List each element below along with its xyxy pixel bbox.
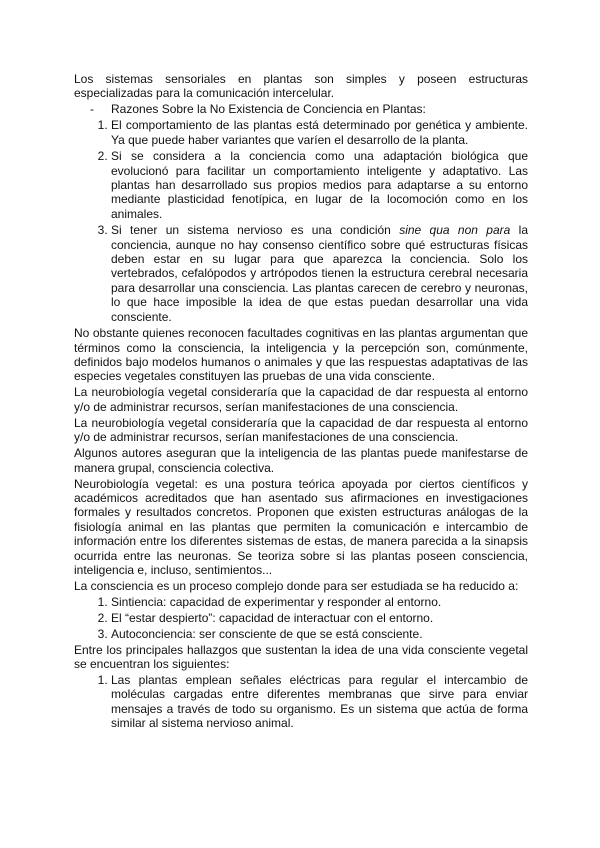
reason-3-italic-phrase: sine qua non para xyxy=(399,223,511,238)
reasons-list xyxy=(74,118,528,324)
reasons-heading: Razones Sobre la No Existencia de Conciencia en Plantas: xyxy=(111,102,426,117)
reason-3-text-start: Si tener un sistema nervioso es una condición xyxy=(111,223,400,238)
reason-item-3 xyxy=(111,223,528,324)
reason-3-text-end: la conciencia, aunque no hay consenso científico sobre qué estructuras físicas deben estar en su lugar para que aparezca la conciencia. Solo los vertebrados, cefalópodos y artrópodos tienen la estructura cerebral necesaria para desarrollar una consciencia. Las plantas carecen de cerebro y neuronas, lo que hace imposible la idea de que estas puedan desarrollar una vida consciente. xyxy=(111,223,528,324)
reason-item-2: 2. Si se considera a la conciencia como una adaptación biológica que evolucionó para facilitar un comportamiento inteligente y adaptativo. Las plantas han desarrollado sus propios medios para adaptarse a su entorno mediante plasticidad fenotípica, en lugar de la locomoción como en los animales. xyxy=(111,149,528,221)
no-obstante-paragraph: No obstante quienes reconocen facultades cognitivas en las plantas argumentan que términos como la consciencia, la inteligencia y la percepción son, comúnmente, definidos bajo modelos humanos o animales y que las respuestas adaptativas de las especies vegetales constituyen las pruebas de una vida consciente. xyxy=(74,326,528,384)
neurobiologia-paragraph-2: La neurobiología vegetal consideraría que la capacidad de dar respuesta al entorno y/o de administrar recursos, serían manifestaciones de una consciencia. xyxy=(74,415,528,445)
dash-bullet: - xyxy=(90,102,94,117)
reason-item-1: 1. El comportamiento de las plantas está determinado por genética y ambiente. Ya que puede haber variantes que varíen el desarrollo de la planta. xyxy=(111,118,528,147)
algunos-autores-paragraph: Algunos autores aseguran que la inteligencia de las plantas puede manifestarse de manera grupal, consciencia colectiva. xyxy=(74,446,528,475)
neurobiologia-definition-paragraph: Neurobiología vegetal: es una postura teórica apoyada por ciertos científicos y académicos acreditados que han asentado sus afirmaciones en investigaciones formales y resultados concretos. Proponen que existen estructuras análogas de la fisiología animal en las plantas que permiten la comunicación e intercambio de información entre los diferentes sistemas de estas, de manera parecida a la sinapsis ocurrida entre las neuronas. Se teoriza sobre si las plantas poseen consciencia, inteligencia e, incluso, sentimientos... xyxy=(74,476,528,577)
consciencia-item-1: 1. Sintiencia: capacidad de experimentar y responder al entorno. xyxy=(111,595,528,609)
hallazgo-item-1: 1. Las plantas emplean señales eléctricas para regular el intercambio de moléculas cargadas entre diferentes membranas que sirve para enviar mensajes a través de todo su organismo. Es un sistema que actúa de forma similar al sistema nervioso animal. xyxy=(111,673,528,731)
consciencia-list xyxy=(74,595,528,641)
document-body xyxy=(74,72,528,733)
neurobiologia-paragraph-1: La neurobiología vegetal consideraría que la capacidad de dar respuesta al entorno y/o de administrar recursos, serían manifestaciones de una consciencia. xyxy=(74,385,528,414)
consciencia-paragraph: La consciencia es un proceso complejo donde para ser estudiada se ha reducido a: xyxy=(74,578,519,593)
reasons-heading-item xyxy=(90,102,528,116)
consciencia-item-3: 3. Autoconciencia: ser consciente de que se está consciente. xyxy=(111,627,528,641)
hallazgos-paragraph: Entre los principales hallazgos que sustentan la idea de una vida consciente vegetal se encuentran los siguientes: xyxy=(74,642,528,671)
intro-paragraph: Los sistemas sensoriales en plantas son simples y poseen estructuras especializadas para la comunicación intercelular. xyxy=(74,72,528,101)
hallazgos-list xyxy=(74,673,528,731)
consciencia-item-2: 2. El “estar despierto”: capacidad de interactuar con el entorno. xyxy=(111,611,528,625)
